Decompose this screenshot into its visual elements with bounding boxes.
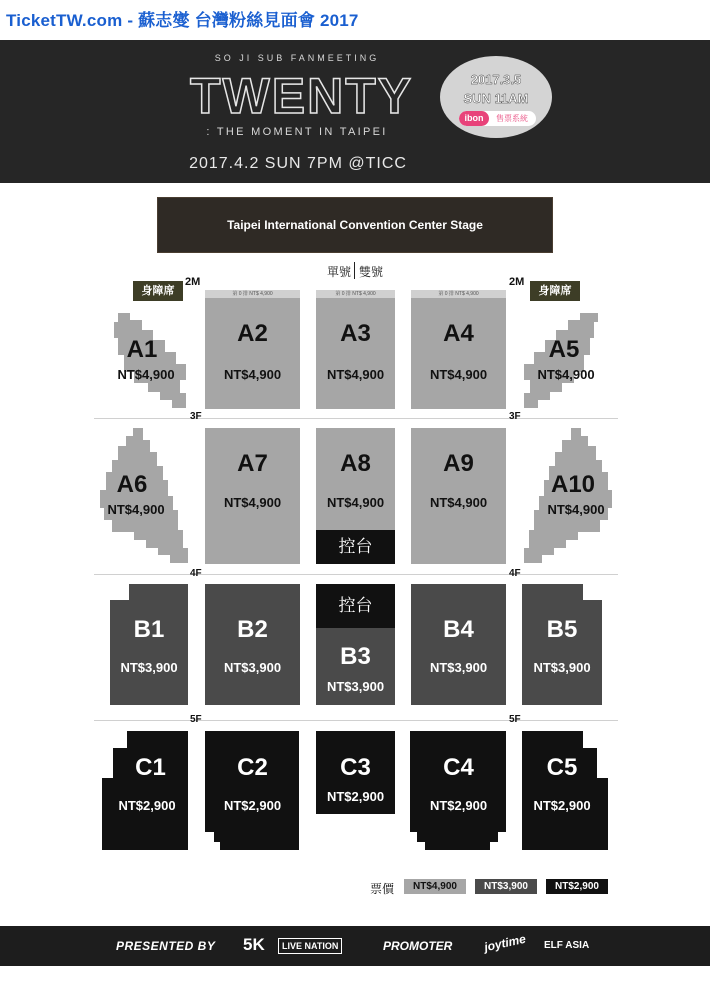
section-A4-price: NT$4,900 bbox=[429, 367, 488, 382]
section-A7-price: NT$4,900 bbox=[223, 495, 282, 510]
legend-tier-c: NT$2,900 bbox=[546, 879, 608, 894]
section-C3-name: C3 bbox=[340, 754, 371, 781]
row-zero-strip: 第 0 排 NT$ 4,900 bbox=[411, 290, 506, 298]
floor-label-3f-left: 3F bbox=[190, 411, 202, 422]
section-A4-name: A4 bbox=[443, 320, 474, 347]
section-B2-price: NT$3,900 bbox=[223, 660, 282, 675]
floor-label-5f-right: 5F bbox=[509, 714, 521, 725]
section-B4-price: NT$3,900 bbox=[429, 660, 488, 675]
section-B5-shape[interactable] bbox=[522, 584, 602, 705]
legend-tier-b: NT$3,900 bbox=[475, 879, 537, 894]
control-booth-5f: 控台 bbox=[316, 584, 395, 628]
section-A3-price: NT$4,900 bbox=[326, 367, 385, 382]
section-C1-name: C1 bbox=[135, 754, 166, 781]
site-title: TicketTW.com - 蘇志燮 台灣粉絲見面會 2017 bbox=[6, 11, 359, 30]
floor-label-5f-left: 5F bbox=[190, 714, 202, 725]
section-C1-shape[interactable] bbox=[102, 731, 188, 850]
level-2m-right: 2M bbox=[509, 276, 525, 288]
floor-label-4f-left: 4F bbox=[190, 568, 202, 579]
event-subtitle: : THE MOMENT IN TAIPEI bbox=[206, 126, 388, 138]
promoter-elf-asia-logo: ELF ASIA bbox=[544, 940, 590, 951]
accessible-seating-right: 身障席 bbox=[530, 281, 580, 301]
section-A5-name: A5 bbox=[548, 336, 580, 363]
section-A1-name: A1 bbox=[126, 336, 158, 363]
promoter-label: PROMOTER bbox=[383, 939, 453, 953]
section-A10-price: NT$4,900 bbox=[547, 502, 605, 517]
section-A9-price: NT$4,900 bbox=[429, 495, 488, 510]
event-title: TWENTY bbox=[190, 68, 414, 124]
floor-divider-3f bbox=[94, 418, 618, 419]
section-A6-price: NT$4,900 bbox=[107, 502, 165, 517]
ibon-label: 售票系統 bbox=[496, 114, 528, 123]
section-A7-name: A7 bbox=[237, 450, 268, 477]
section-A8-price: NT$4,900 bbox=[326, 495, 385, 510]
sponsor-live-nation-logo: LIVE NATION bbox=[278, 938, 342, 954]
section-B4-name: B4 bbox=[443, 616, 474, 643]
section-C4-price: NT$2,900 bbox=[429, 798, 488, 813]
section-C5-price: NT$2,900 bbox=[533, 798, 591, 813]
floor-divider-4f bbox=[94, 574, 618, 575]
section-A4[interactable] bbox=[411, 290, 506, 409]
row-zero-strip: 第 0 排 NT$ 4,900 bbox=[316, 290, 395, 298]
section-B2-name: B2 bbox=[237, 616, 268, 643]
sale-time: SUN 11AM bbox=[463, 91, 529, 106]
section-C4-name: C4 bbox=[443, 754, 474, 781]
section-A8-name: A8 bbox=[340, 450, 371, 477]
presented-by-label: PRESENTED BY bbox=[116, 939, 216, 953]
section-C2-shape[interactable] bbox=[205, 731, 299, 850]
floor-divider-5f bbox=[94, 720, 618, 721]
section-B1-price: NT$3,900 bbox=[120, 660, 178, 675]
section-B1-name: B1 bbox=[133, 616, 165, 643]
sale-date: 2017.3.5 bbox=[470, 72, 522, 87]
section-C3-price: NT$2,900 bbox=[326, 789, 385, 804]
fanmeeting-label: SO JI SUB FANMEETING bbox=[214, 53, 380, 63]
floor-label-4f-right: 4F bbox=[509, 568, 521, 579]
section-A5-price: NT$4,900 bbox=[537, 367, 595, 382]
section-A2-price: NT$4,900 bbox=[223, 367, 282, 382]
odd-seats-label: 單號 bbox=[326, 265, 351, 279]
section-C2-price: NT$2,900 bbox=[223, 798, 282, 813]
section-B5-name: B5 bbox=[546, 616, 578, 643]
section-A1-price: NT$4,900 bbox=[117, 367, 175, 382]
section-A2-name: A2 bbox=[237, 320, 268, 347]
section-C1-price: NT$2,900 bbox=[118, 798, 176, 813]
promoter-joytime-logo: joytime bbox=[483, 931, 528, 955]
accessible-seating-left: 身障席 bbox=[133, 281, 183, 301]
sponsor-5k-logo: 5K bbox=[243, 935, 265, 954]
section-A3-name: A3 bbox=[340, 320, 371, 347]
legend-tier-a: NT$4,900 bbox=[404, 879, 466, 894]
section-A10-name: A10 bbox=[550, 471, 596, 498]
floor-label-3f-right: 3F bbox=[509, 411, 521, 422]
sponsor-footer bbox=[0, 926, 710, 966]
section-B4[interactable] bbox=[411, 584, 506, 705]
event-datetime: 2017.4.2 SUN 7PM @TICC bbox=[189, 155, 407, 172]
section-C2-name: C2 bbox=[237, 754, 268, 781]
section-C5-shape[interactable] bbox=[522, 731, 608, 850]
row-zero-strip: 第 0 排 NT$ 4,900 bbox=[205, 290, 300, 298]
section-A8[interactable] bbox=[316, 428, 395, 530]
section-B1-shape[interactable] bbox=[110, 584, 188, 705]
control-booth-4f: 控台 bbox=[316, 530, 395, 564]
stage: Taipei International Convention Center Stage bbox=[157, 197, 553, 253]
section-B5-price: NT$3,900 bbox=[533, 660, 591, 675]
section-A3[interactable] bbox=[316, 290, 395, 409]
section-B2[interactable] bbox=[205, 584, 300, 705]
section-B3-price: NT$3,900 bbox=[326, 679, 385, 694]
level-2m-left: 2M bbox=[185, 276, 201, 288]
section-A2[interactable] bbox=[205, 290, 300, 409]
legend-label: 票價 bbox=[370, 882, 395, 896]
section-C5-name: C5 bbox=[546, 754, 578, 781]
ibon-logo: ibon bbox=[459, 111, 489, 126]
section-B3-name: B3 bbox=[340, 643, 371, 670]
section-A9-name: A9 bbox=[443, 450, 474, 477]
even-seats-label: 雙號 bbox=[359, 265, 384, 279]
section-A6-name: A6 bbox=[116, 471, 148, 498]
section-C4-shape[interactable] bbox=[410, 731, 506, 850]
